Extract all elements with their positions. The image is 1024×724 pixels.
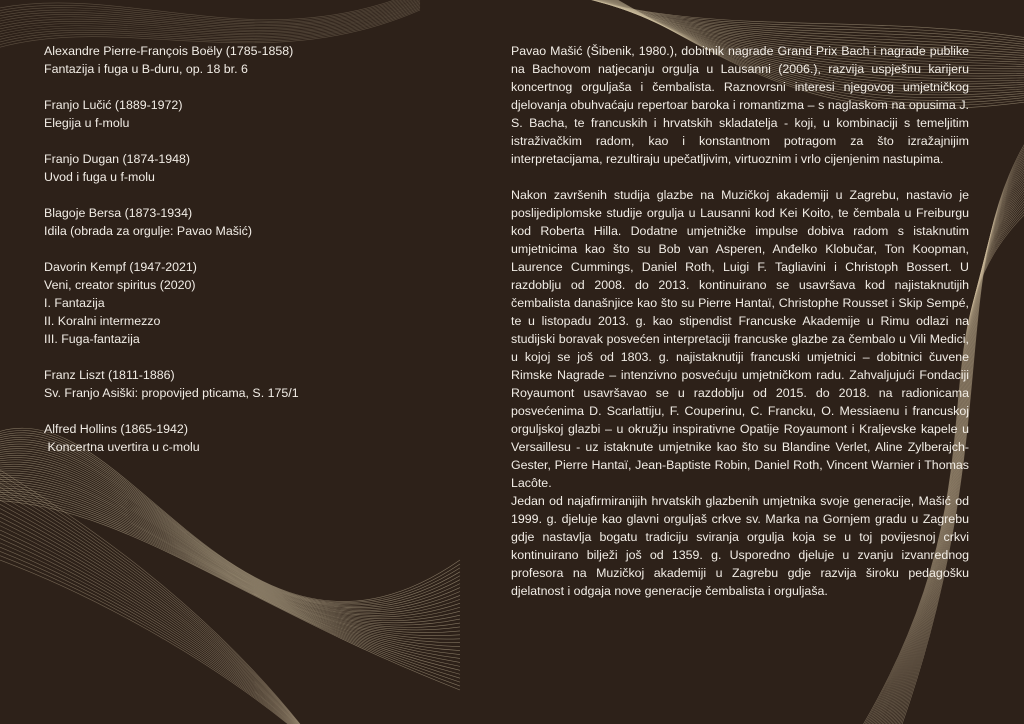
work-title: Koncertna uvertira u c-molu (44, 440, 200, 454)
composer-name: Blagoje Bersa (1873-1934) (44, 206, 193, 220)
performer-biography (511, 42, 969, 600)
composer-name: Alexandre Pierre-François Boëly (1785-1858) (44, 44, 294, 58)
program-item (44, 150, 424, 186)
movement-title: II. Koralni intermezzo (44, 314, 161, 328)
biography-paragraph: Nakon završenih studija glazbe na Muzičkoj akademiji u Zagrebu, nastavio je poslijediplomske studije orgulja u Lausanni kod Kei Koito, te čembala u Freiburgu kod Roberta Hilla. Dodatne umjetničke impulse dobiva radom s istaknutim umjetnicima kao što su Bob van Asperen, Anđelko Klobučar, Ton Koopman, Laurence Cummings, Daniel Roth, Luigi F. Tagliavini i Christoph Bossert. U razdoblju od 2008. do 2013. kontinuirano se usavršava kod najistaknutijih čembalista današnjice kao što su Pierre Hantaï, Christophe Rousset i Skip Sempé, te u listopadu 2013. g. kao stipendist Francuske Akademije u Rimu odlazi na studijski boravak posvećen interpretaciji francuske glazbe za čembalo u Vili Medici, u kojoj se još od 1803. g. najistaknutiji francuski umjetnici – dobitnici čuvene Rimske Nagrade – intenzivno posvećuju umjetničkom radu. Zahvaljujući Fondaciji Royaumont usavršavao se u razdoblju od 2015. do 2018. na radionicama posvećenima D. Scarlattiju, F. Couperinu, C. Francku, O. Messiaenu i francuskoj orguljskoj glazbi – u okružju inspirativne Opatije Royaumont i Kraljevske kapele u Versaillesu - uz istaknute umjetnike kao što su Blandine Verlet, Aline Zylberajch-Gester, Pierre Hantaï, Jean-Baptiste Robin, Daniel Roth, Vincent Warnier i Thomas Lacôte. (511, 188, 969, 490)
program-item (44, 420, 424, 456)
composer-name: Alfred Hollins (1865-1942) (44, 422, 188, 436)
work-title: Fantazija i fuga u B-duru, op. 18 br. 6 (44, 62, 248, 76)
wave-bundle-left-curl (0, 470, 300, 724)
movement-title: I. Fantazija (44, 296, 105, 310)
composer-name: Franz Liszt (1811-1886) (44, 368, 175, 382)
biography-paragraph: Jedan od najafirmiranijih hrvatskih glazbenih umjetnika svoje generacije, Mašić od 1999. g. djeluje kao glavni orguljaš crkve sv. Marka na Gornjem gradu u Zagrebu gdje nastavlja bogatu tradiciju sviranja orgulja koja se u toj povijesnoj crkvi kontinuirano bilježi još od 1359. g. Usporedno djeluje u zvanju izvanrednog profesora na Muzičkoj akademiji u Zagrebu gdje razvija široku pedagošku djelatnost i odgaja nove generacije čembalista i orguljaša. (511, 494, 969, 598)
program-item (44, 366, 424, 402)
composer-name: Davorin Kempf (1947-2021) (44, 260, 197, 274)
program-item (44, 204, 424, 240)
program-item (44, 258, 424, 348)
work-title: Sv. Franjo Asiški: propovijed pticama, S. 175/1 (44, 386, 299, 400)
work-title: Uvod i fuga u f-molu (44, 170, 155, 184)
work-title: Elegija u f-molu (44, 116, 130, 130)
biography-paragraph: Pavao Mašić (Šibenik, 1980.), dobitnik nagrade Grand Prix Bach i nagrade publike na Bachovom natjecanju orgulja u Lausanni (2006.), razvija uspješnu karijeru koncertnog orguljaša i čembalista. Raznovrsni interesi njegovog umjetničkog djelovanja obuhvaćaju repertoar baroka i romantizma – s naglaskom na opusima J. S. Bacha, te francuskih i hrvatskih skladatelja - koji, u kombinaciji s temeljitim istraživačkim radom, kao i konstantnom potragom za što izražajnijim interpretacijama, rezultiraju upečatljivim, virtuoznim i vrlo cijenjenim nastupima. (511, 44, 969, 166)
movement-title: III. Fuga-fantazija (44, 332, 140, 346)
program-item (44, 96, 424, 132)
composer-name: Franjo Dugan (1874-1948) (44, 152, 191, 166)
work-title: Idila (obrada za orgulje: Pavao Mašić) (44, 224, 252, 238)
work-title: Veni, creator spiritus (2020) (44, 278, 196, 292)
concert-program (44, 42, 424, 474)
composer-name: Franjo Lučić (1889-1972) (44, 98, 183, 112)
program-item (44, 42, 424, 78)
